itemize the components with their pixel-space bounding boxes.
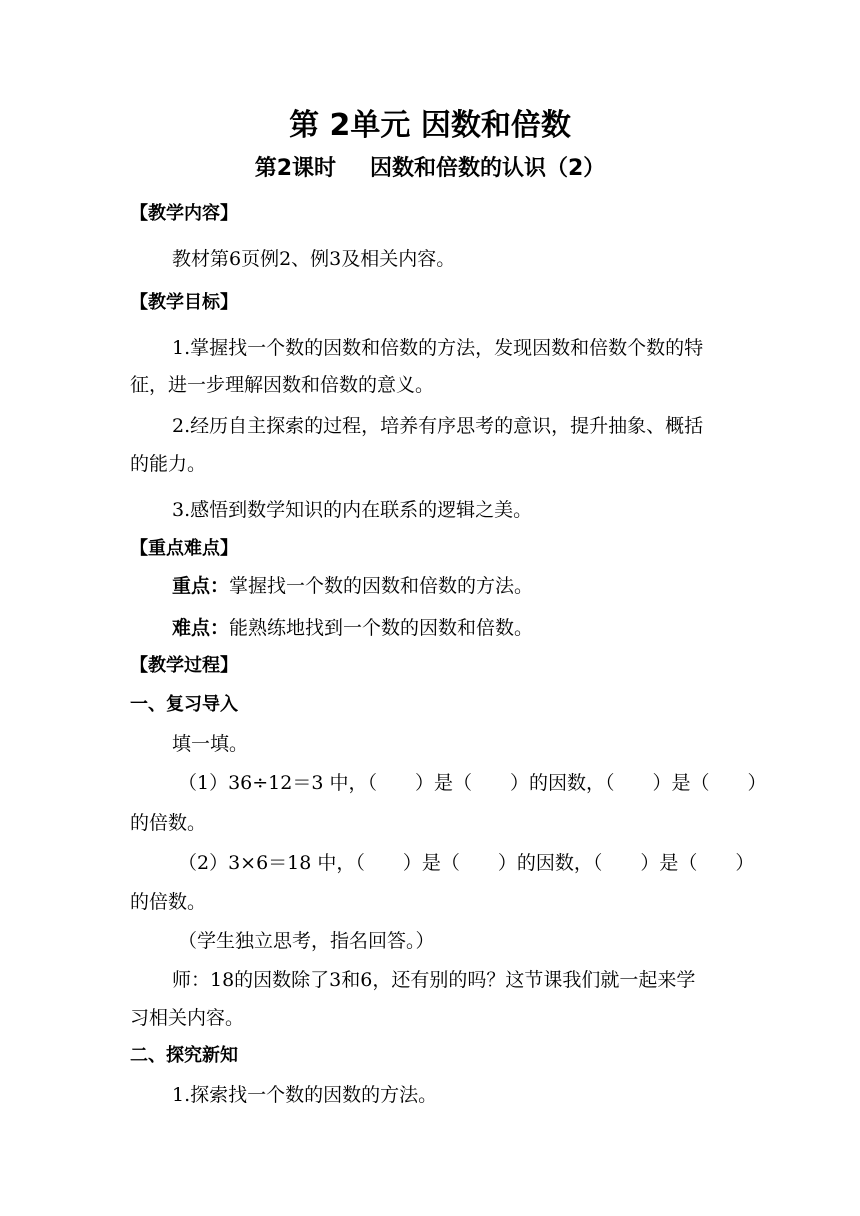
content-text: 教材第6页例2、例3及相关内容。 <box>172 248 456 270</box>
key-point-text: 掌握找一个数的因数和倍数的方法。 <box>229 575 534 597</box>
part-1-heading: 一、复习导入 <box>130 694 238 715</box>
content-heading: 【教学内容】 <box>130 203 238 224</box>
student-note: （学生独立思考，指名回答。） <box>178 930 435 952</box>
process-heading: 【教学过程】 <box>130 655 238 676</box>
goal-2-line-1: 2.经历自主探索的过程，培养有序思考的意识，提升抽象、概括 <box>172 415 704 437</box>
unit-title: 第 2单元 因数和倍数 <box>289 108 571 143</box>
key-point-label: 重点： <box>172 575 230 597</box>
goal-3: 3.感悟到数学知识的内在联系的逻辑之美。 <box>172 499 533 521</box>
part-2-heading: 二、探究新知 <box>130 1045 238 1066</box>
goals-heading: 【教学目标】 <box>130 292 238 313</box>
key-points-heading: 【重点难点】 <box>130 538 238 559</box>
fill-in-prompt: 填一填。 <box>172 733 249 755</box>
explore-item-1: 1.探索找一个数的因数的方法。 <box>172 1084 438 1106</box>
difficulty-label: 难点： <box>172 617 230 639</box>
lesson-subtitle <box>0 155 860 183</box>
teacher-line-1: 师：18的因数除了3和6，还有别的吗？这节课我们就一起来学 <box>172 969 696 991</box>
difficulty-point <box>172 616 533 640</box>
goal-1-line-1: 1.掌握找一个数的因数和倍数的方法，发现因数和倍数个数的特 <box>172 337 704 359</box>
difficulty-text: 能熟练地找到一个数的因数和倍数。 <box>229 617 534 639</box>
lesson-number: 第2课时 <box>254 156 336 181</box>
question-1-line-2: 的倍数。 <box>130 812 207 834</box>
question-2-line-2: 的倍数。 <box>130 891 207 913</box>
question-1-line-1: （1）36÷12＝3 中，（ ）是（ ）的因数，（ ）是（ ） <box>178 772 767 794</box>
key-point <box>172 574 533 598</box>
lesson-topic: 因数和倍数的认识（2） <box>370 156 606 181</box>
teacher-line-2: 习相关内容。 <box>130 1007 245 1029</box>
question-2-line-1: （2）3×6＝18 中，（ ）是（ ）的因数，（ ）是（ ） <box>178 852 755 874</box>
goal-2-line-2: 的能力。 <box>130 453 207 475</box>
goal-1-line-2: 征，进一步理解因数和倍数的意义。 <box>130 374 435 396</box>
